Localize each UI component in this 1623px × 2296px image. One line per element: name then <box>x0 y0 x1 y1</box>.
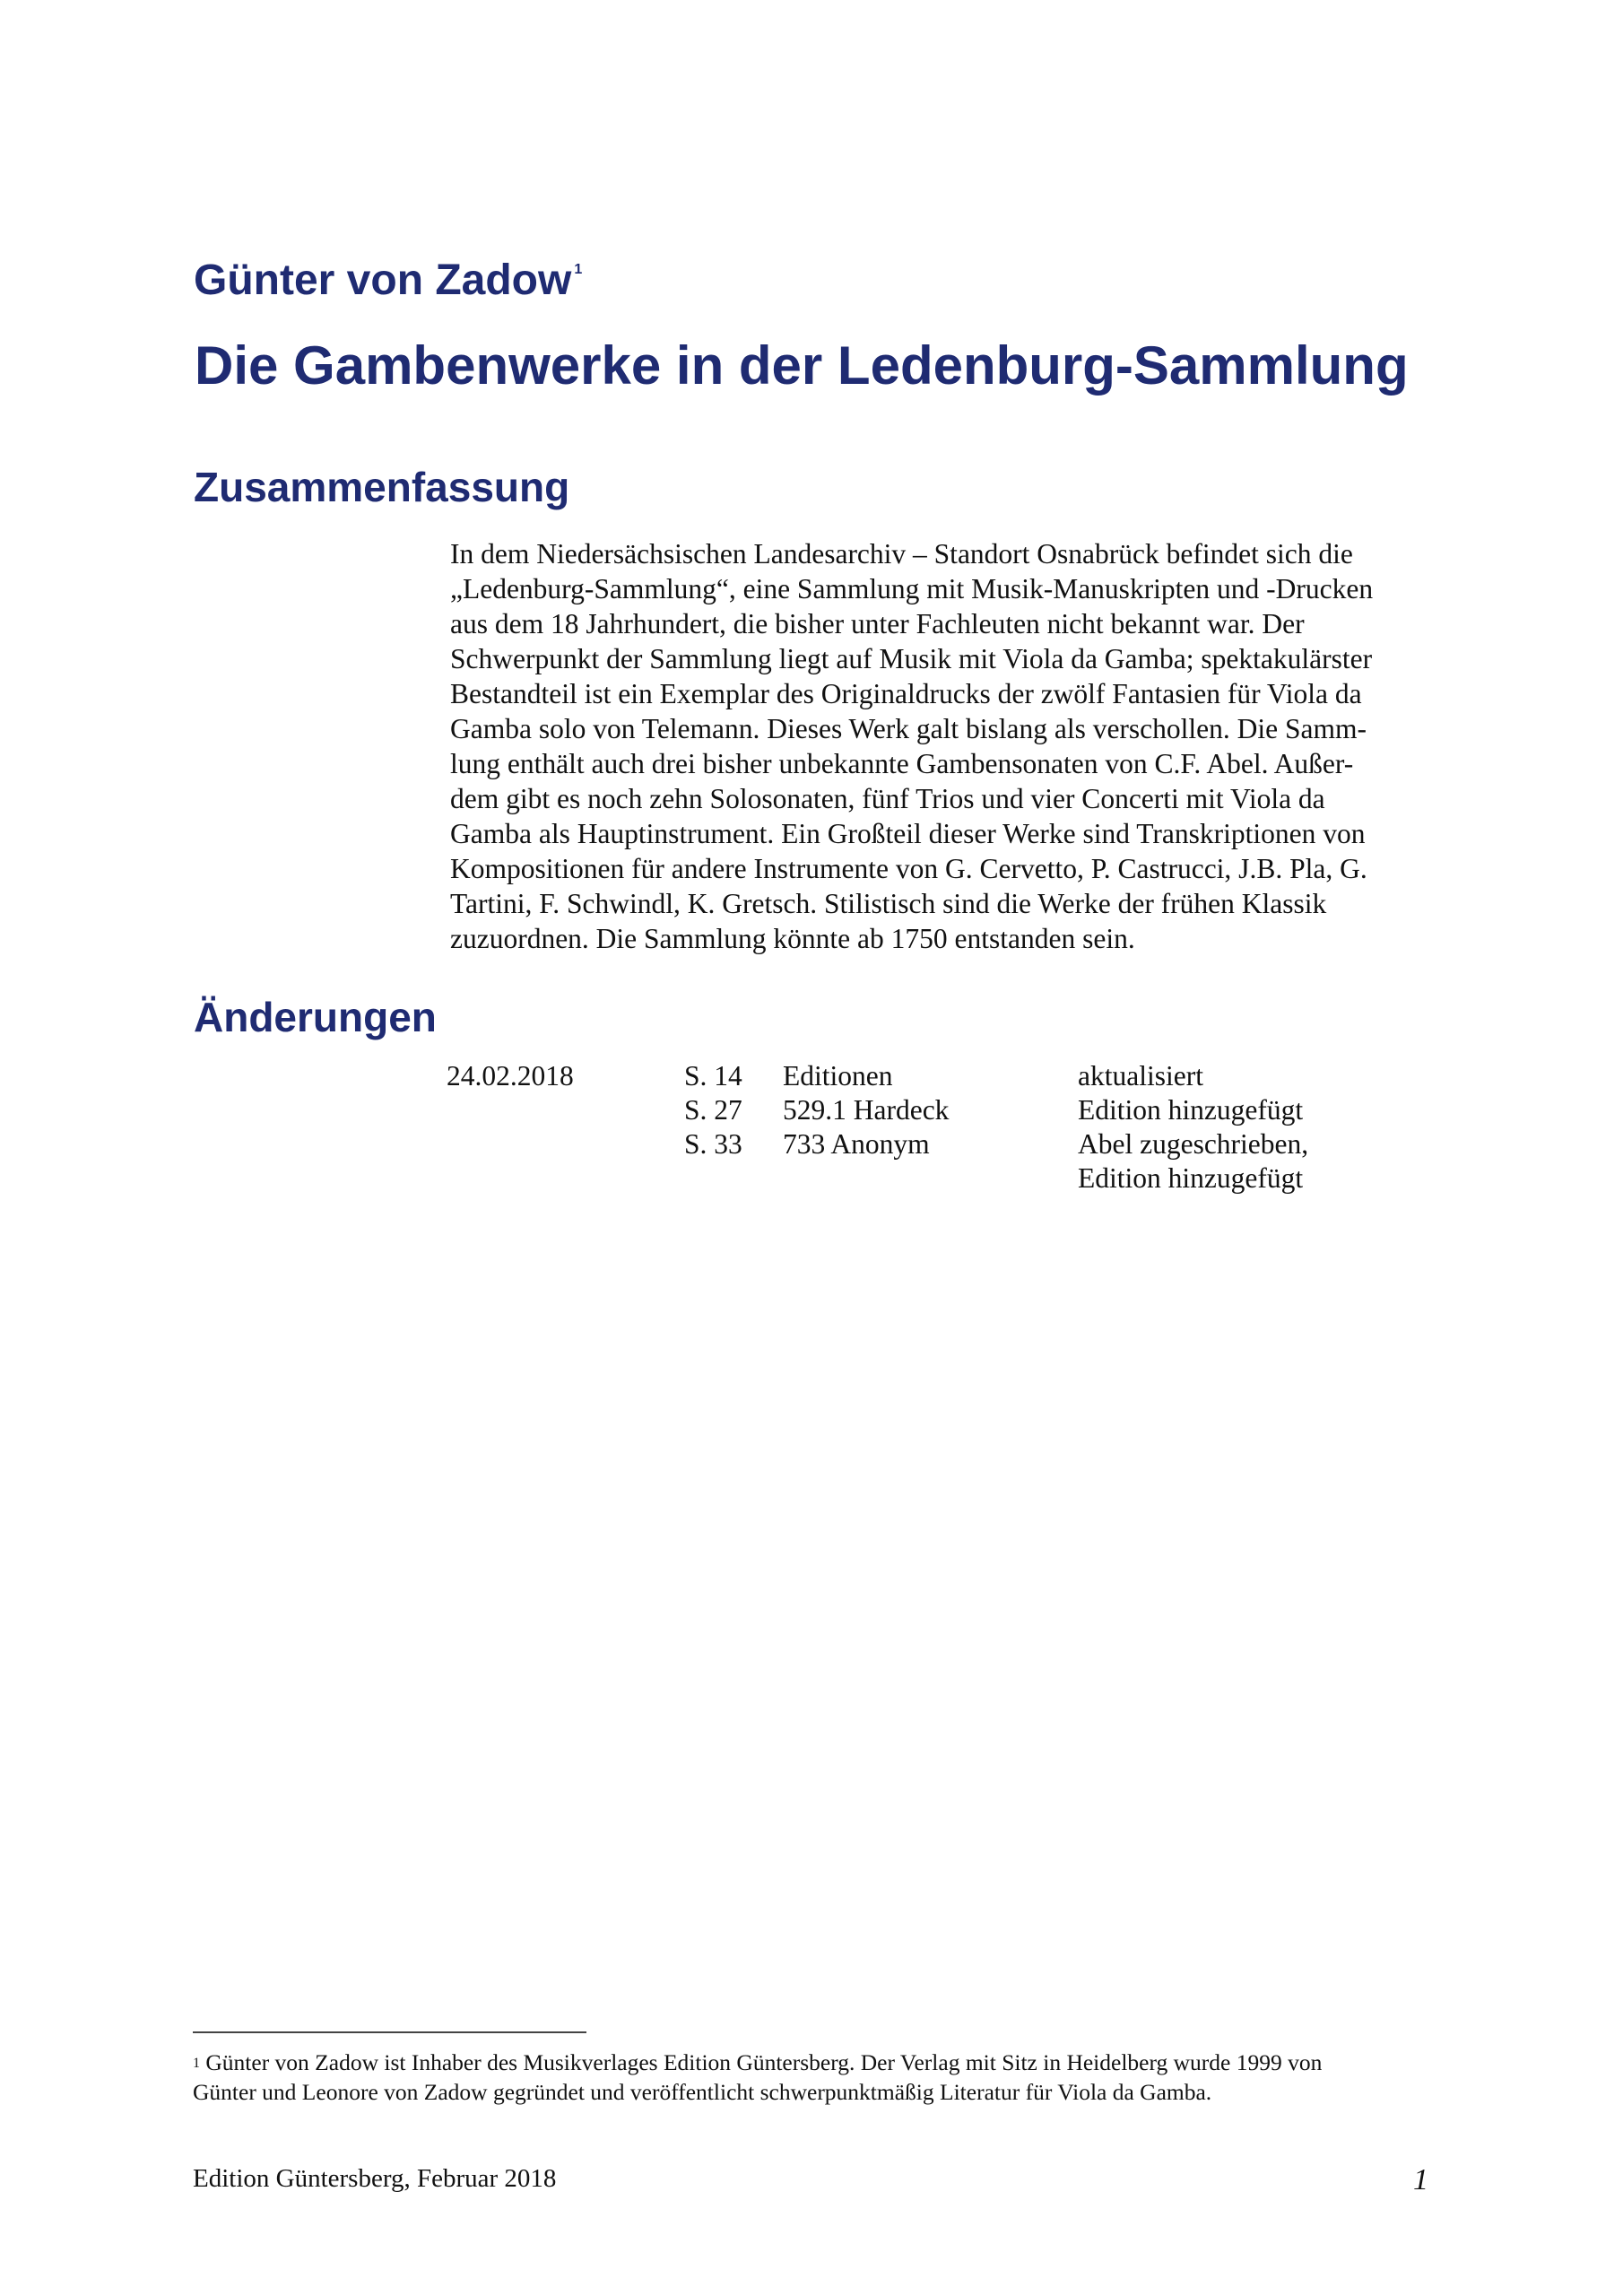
change-item: 733 Anonym <box>783 1128 930 1160</box>
changes-row <box>0 1093 1623 1127</box>
author-name <box>194 259 582 302</box>
page-number: 1 <box>1413 2163 1428 2196</box>
changes-row <box>0 1161 1623 1196</box>
footnote-text: Günter von Zadow ist Inhaber des Musikverlages Edition Güntersberg. Der Verlag mit Sitz in Heidelberg wurde 1999 von <box>200 2049 1323 2075</box>
summary-line: Schwerpunkt der Sammlung liegt auf Musik mit Viola da Gamba; spektakulärster <box>450 643 1373 674</box>
footnote-mark: 1 <box>193 2056 200 2071</box>
summary-line: Gamba solo von Telemann. Dieses Werk galt bislang als verschollen. Die Samm- <box>450 713 1367 744</box>
change-page: S. 33 <box>684 1128 742 1160</box>
summary-line: lung enthält auch drei bisher unbekannte Gambensonaten von C.F. Abel. Außer- <box>450 748 1354 779</box>
footnote-reference[interactable]: 1 <box>574 262 583 277</box>
change-item: 529.1 Hardeck <box>783 1094 950 1126</box>
change-action: Edition hinzugefügt <box>1078 1162 1304 1194</box>
changes-row <box>0 1059 1623 1093</box>
summary-paragraph <box>450 536 1373 956</box>
summary-line: zuzuordnen. Die Sammlung könnte ab 1750 entstanden sein. <box>450 923 1135 954</box>
changes-heading: Änderungen <box>194 994 437 1040</box>
summary-line: Tartini, F. Schwindl, K. Gretsch. Stilistisch sind die Werke der frühen Klassik <box>450 888 1327 919</box>
summary-line: dem gibt es noch zehn Solosonaten, fünf Trios und vier Concerti mit Viola da <box>450 783 1325 814</box>
change-action: Abel zugeschrieben, <box>1078 1128 1309 1160</box>
summary-line: aus dem 18 Jahrhundert, die bisher unter Fachleuten nicht bekannt war. Der <box>450 608 1305 639</box>
change-page: S. 27 <box>684 1094 742 1126</box>
summary-line: „Ledenburg-Sammlung“, eine Sammlung mit Musik-Manuskripten und -Drucken <box>450 573 1374 604</box>
author-name-text: Günter von Zadow <box>194 257 572 304</box>
changes-row <box>0 1127 1623 1161</box>
change-date: 24.02.2018 <box>447 1060 574 1091</box>
footnote-line <box>193 2048 1322 2077</box>
document-title: Die Gambenwerke in der Ledenburg-Sammlung <box>195 335 1409 396</box>
footnote-line: Günter und Leonore von Zadow gegründet und veröffentlicht schwerpunktmäßig Literatur für Viola da Gamba. <box>193 2079 1212 2105</box>
summary-heading: Zusammenfassung <box>194 464 570 510</box>
change-page: S. 14 <box>684 1060 742 1091</box>
change-item: Editionen <box>783 1060 893 1091</box>
summary-line: Kompositionen für andere Instrumente von G. Cervetto, P. Castrucci, J.B. Pla, G. <box>450 853 1367 884</box>
change-action: Edition hinzugefügt <box>1078 1094 1304 1126</box>
summary-line: Bestandteil ist ein Exemplar des Originaldrucks der zwölf Fantasien für Viola da <box>450 678 1362 709</box>
footer-publisher-date: Edition Güntersberg, Februar 2018 <box>193 2164 557 2193</box>
footnote <box>193 2048 1322 2107</box>
summary-line: Gamba als Hauptinstrument. Ein Großteil dieser Werke sind Transkriptionen von <box>450 818 1366 849</box>
changes-table <box>0 1059 1623 1196</box>
summary-line: In dem Niedersächsischen Landesarchiv – Standort Osnabrück befindet sich die <box>450 538 1353 570</box>
footnote-separator <box>193 2031 586 2033</box>
change-action: aktualisiert <box>1078 1060 1203 1091</box>
